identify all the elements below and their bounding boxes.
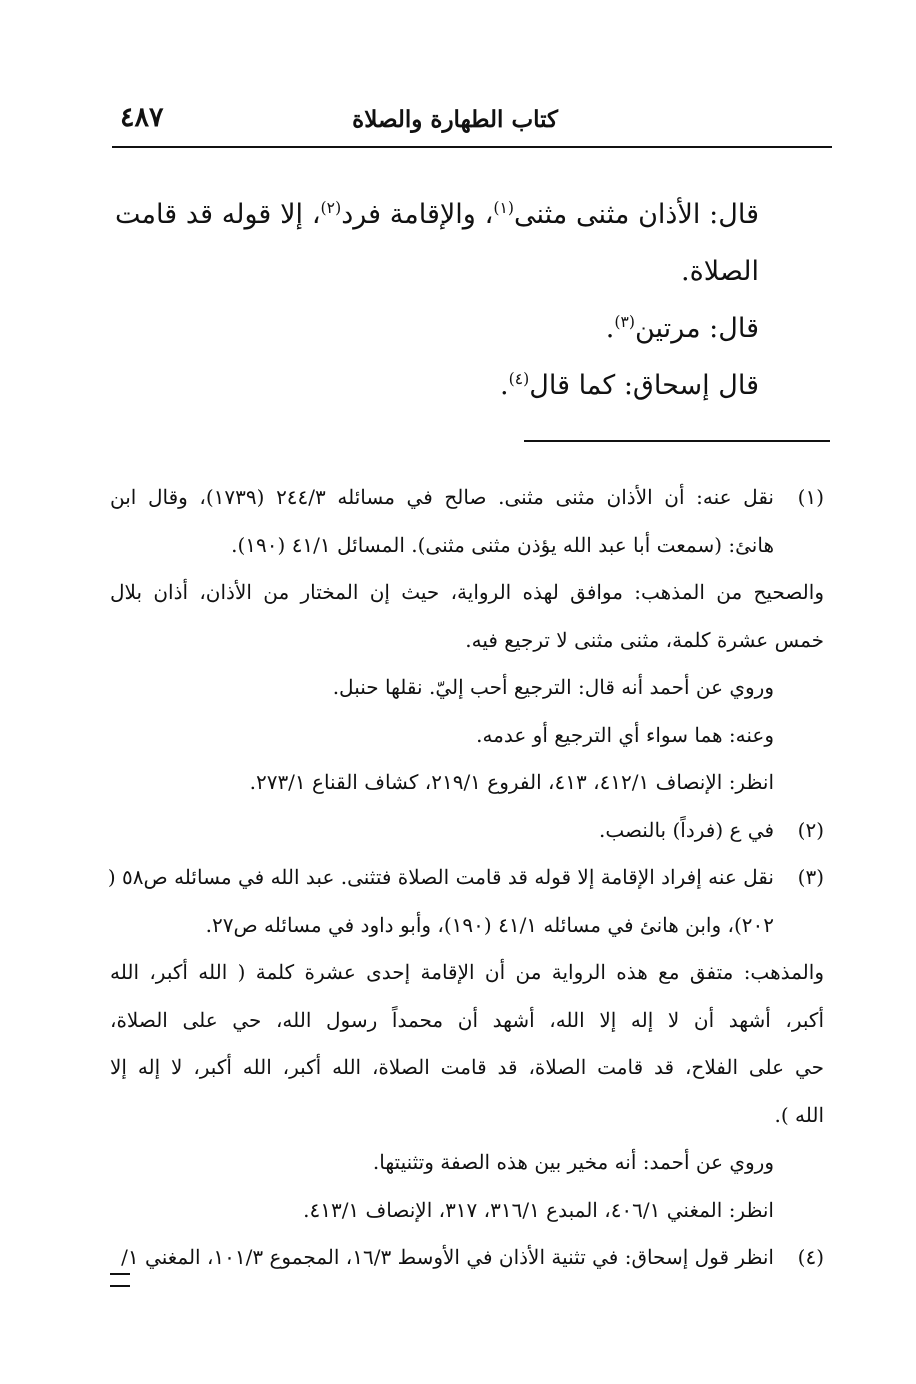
main-text-segment: . (605, 313, 615, 344)
footnote-line: الله ). (774, 1102, 824, 1127)
main-text-segment: قال إسحاق: كما قال (529, 370, 759, 401)
footnote-3 (107, 854, 824, 1234)
footnote-line: وروي عن أحمد أنه قال: الترجيع أحب إليّ. نقلها حنبل. (332, 675, 774, 699)
footnote-ref-3[interactable]: (٣) (614, 312, 635, 331)
main-text-segment: . (500, 370, 509, 401)
footnote-text: في ع (فرداً) بالنصب. (598, 817, 774, 842)
footnote-line: هانئ: (سمعت أبا عبد الله يؤذن مثنى مثنى). المسائل ٤١/١ (١٩٠). (231, 532, 774, 557)
footnote-number: (١) (797, 485, 824, 509)
main-text-segment: ، إلا قوله قد قامت (115, 199, 321, 230)
footnote-line: انظر: الإنصاف ٤١٢/١، ٤١٣، الفروع ٢١٩/١، كشاف القناع ٢٧٣/١. (249, 770, 774, 794)
header-rule (112, 146, 832, 148)
footnote-number: (٣) (797, 865, 824, 889)
footnotes (107, 474, 824, 1282)
main-text (115, 186, 759, 414)
main-text-segment: قال: مرتين (634, 313, 759, 344)
footnote-line: ٢٠٢)، وابن هانئ في مسائله ٤١/١ (١٩٠)، وأبو داود في مسائله ص٢٧. (205, 912, 774, 937)
footnote-text: انظر قول إسحاق: في تثنية الأذان في الأوسط ١٦/٣، المجموع ١٠١/٣، المغني ١/ (121, 1245, 774, 1269)
footnote-separator (524, 440, 830, 442)
footnote-line: أكبر، أشهد أن لا إله إلا الله، أشهد أن محمداً رسول الله، حي على الصلاة، (110, 1007, 824, 1032)
footnote-line: انظر: المغني ٤٠٦/١، المبدع ٣١٦/١، ٣١٧، الإنصاف ٤١٣/١. (303, 1197, 774, 1222)
footnote-line: والمذهب: متفق مع هذه الرواية من أن الإقامة إحدى عشرة كلمة ( الله أكبر، الله (110, 960, 824, 984)
footnote-line: حي على الفلاح، قد قامت الصلاة، قد قامت الصلاة، الله أكبر، الله أكبر، لا إله إلا (110, 1055, 824, 1079)
footnote-text: نقل عنه إفراد الإقامة إلا قوله قد قامت الصلاة فتثنى. عبد الله في مسائله ص٥٨ ( (107, 865, 774, 889)
main-line-4 (115, 357, 759, 414)
footnote-line: والصحيح من المذهب: موافق لهذه الرواية، حيث إن المختار من الأذان، أذان بلال (110, 580, 824, 604)
running-title: كتاب الطهارة والصلاة (352, 106, 558, 133)
footnote-ref-2[interactable]: (٢) (320, 198, 342, 217)
main-line-2 (115, 243, 759, 300)
footnote-ref-4[interactable]: (٤) (508, 369, 530, 388)
footnote-number: (٢) (797, 817, 824, 842)
main-line-3 (115, 300, 759, 357)
footnote-1 (110, 474, 824, 807)
footnote-text: نقل عنه: أن الأذان مثنى مثنى. صالح في مسائله ٢٤٤/٣ (١٧٣٩)، وقال ابن (110, 485, 774, 509)
footnote-4 (110, 1234, 824, 1282)
main-text-segment: ، والإقامة فرد (341, 199, 494, 230)
footnote-2 (110, 807, 824, 855)
footnote-ref-1[interactable]: (١) (493, 198, 514, 217)
continuation-mark (110, 1273, 130, 1287)
footnote-line (110, 807, 824, 855)
footnote-line (110, 1234, 824, 1282)
main-text-segment: قال: الأذان مثنى مثنى (513, 199, 759, 230)
main-line-1 (115, 186, 759, 243)
main-text-segment: الصلاة. (681, 256, 759, 287)
footnote-line: خمس عشرة كلمة، مثنى مثنى لا ترجيع فيه. (465, 627, 824, 652)
page-header (110, 98, 830, 142)
page-number: ٤٨٧ (120, 102, 164, 133)
footnote-line (107, 854, 824, 902)
footnote-line: وروي عن أحمد: أنه مخير بين هذه الصفة وتثنيتها. (372, 1150, 774, 1174)
footnote-line (110, 474, 824, 522)
footnote-number: (٤) (797, 1245, 824, 1269)
footnote-line: وعنه: هما سواء أي الترجيع أو عدمه. (476, 722, 774, 747)
